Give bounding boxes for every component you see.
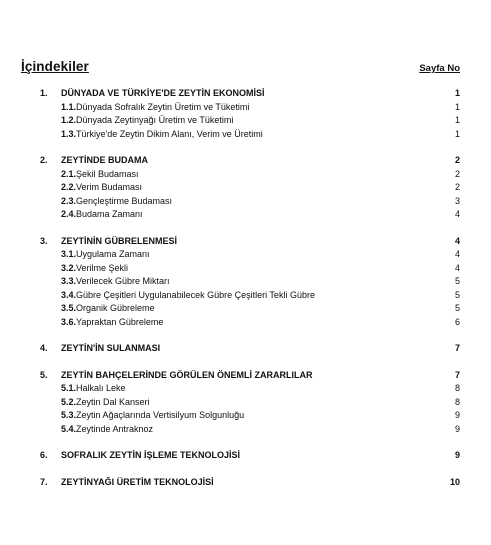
subsection-number: 2.1. (61, 168, 77, 179)
subsection-number: 1.3. (61, 128, 77, 139)
section-title: ZEYTİNDE BUDAMA (61, 155, 148, 165)
section-page-number: 4 (454, 235, 460, 246)
subsection-page-number: 4 (454, 249, 460, 259)
toc-section (0, 154, 491, 222)
subsection-number: 5.1. (61, 383, 77, 393)
subsection-number: 1.2. (61, 115, 77, 125)
subsection-page-number: 9 (454, 423, 460, 434)
subsection-title: Organik Gübreleme (76, 303, 155, 313)
toc-section-row (0, 235, 491, 249)
subsection-title: Verilme Şekli (76, 262, 129, 273)
subsection-title: Zeytin Dal Kanseri (76, 396, 150, 407)
toc-subsection-row (0, 262, 491, 276)
section-page-number: 10 (449, 476, 460, 487)
subsection-page-number: 8 (454, 383, 460, 393)
subsection-title: Dünyada Zeytinyağı Üretim ve Tüketimi (76, 115, 234, 125)
toc-subsection-row (0, 316, 491, 330)
toc-section-row (0, 476, 491, 490)
section-number: 4. (40, 343, 48, 353)
subsection-number: 2.3. (61, 195, 77, 206)
section-title: ZEYTİN BAHÇELERİNDE GÖRÜLEN ÖNEMLİ ZARARLILAR (61, 369, 313, 380)
toc-subsection-row (0, 168, 491, 182)
subsection-title: Dünyada Sofralık Zeytin Üretim ve Tüketimi (76, 101, 250, 112)
subsection-page-number: 5 (454, 289, 460, 300)
toc-section (0, 235, 491, 330)
subsection-number: 5.4. (61, 423, 77, 434)
section-page-number: 9 (454, 450, 460, 460)
toc-section-row (0, 342, 491, 356)
section-title: ZEYTİNİN GÜBRELENMESİ (61, 235, 178, 246)
subsection-title: Zeytinde Antraknoz (76, 423, 154, 434)
toc-subsection-row (0, 275, 491, 289)
subsection-page-number: 2 (454, 182, 460, 192)
toc-subsection-row (0, 208, 491, 222)
toc-section-row (0, 154, 491, 168)
section-page-number: 1 (454, 88, 460, 98)
subsection-title: Türkiye'de Zeytin Dikim Alanı, Verim ve Üretimi (76, 128, 263, 139)
subsection-page-number: 5 (454, 303, 460, 313)
subsection-page-number: 2 (454, 168, 460, 179)
toc-subsection-row (0, 248, 491, 262)
subsection-number: 1.1. (61, 101, 77, 112)
page-number-label: Sayfa No (419, 63, 460, 74)
toc-title: İçindekiler (21, 59, 89, 74)
subsection-title: Verilecek Gübre Miktarı (76, 276, 170, 286)
subsection-title: Budama Zamanı (76, 209, 143, 219)
toc-subsection-row (0, 128, 491, 142)
subsection-title: Halkalı Leke (76, 383, 126, 393)
toc-section-row (0, 87, 491, 101)
subsection-title: Zeytin Ağaçlarında Vertisilyum Solgunluğu (76, 410, 245, 420)
subsection-title: Yapraktan Gübreleme (76, 316, 164, 327)
subsection-number: 2.4. (61, 209, 77, 219)
subsection-page-number: 1 (454, 128, 460, 139)
toc-section (0, 87, 491, 141)
subsection-page-number: 9 (454, 410, 460, 420)
section-number: 2. (40, 155, 48, 165)
toc-section (0, 476, 491, 490)
subsection-page-number: 1 (454, 115, 460, 125)
toc-section (0, 342, 491, 356)
subsection-page-number: 4 (454, 262, 460, 273)
subsection-number: 3.5. (61, 303, 77, 313)
section-page-number: 7 (454, 343, 460, 353)
subsection-page-number: 4 (454, 209, 460, 219)
subsection-page-number: 5 (454, 276, 460, 286)
subsection-title: Verim Budaması (76, 182, 143, 192)
section-number: 3. (40, 235, 48, 246)
toc-section (0, 449, 491, 463)
toc-subsection-row (0, 302, 491, 316)
subsection-number: 3.6. (61, 316, 77, 327)
section-title: DÜNYADA VE TÜRKİYE'DE ZEYTİN EKONOMİSİ (61, 88, 265, 98)
section-page-number: 7 (454, 369, 460, 380)
toc-header (21, 59, 460, 74)
subsection-page-number: 6 (454, 316, 460, 327)
section-number: 1. (40, 88, 48, 98)
section-number: 5. (40, 369, 48, 380)
toc-subsection-row (0, 409, 491, 423)
toc-subsection-row (0, 114, 491, 128)
subsection-number: 3.3. (61, 276, 77, 286)
subsection-number: 5.2. (61, 396, 77, 407)
section-number: 7. (40, 476, 48, 487)
subsection-number: 5.3. (61, 410, 77, 420)
section-title: SOFRALIK ZEYTİN İŞLEME TEKNOLOJİSİ (61, 450, 241, 460)
toc-subsection-row (0, 195, 491, 209)
subsection-page-number: 8 (454, 396, 460, 407)
toc-subsection-row (0, 289, 491, 303)
toc-subsection-row (0, 423, 491, 437)
subsection-title: Uygulama Zamanı (76, 249, 150, 259)
subsection-page-number: 3 (454, 195, 460, 206)
subsection-number: 2.2. (61, 182, 77, 192)
toc-section-row (0, 449, 491, 463)
toc-section (0, 369, 491, 437)
toc-subsection-row (0, 181, 491, 195)
toc-subsection-row (0, 396, 491, 410)
subsection-number: 3.2. (61, 262, 77, 273)
section-title: ZEYTİN'İN SULANMASI (61, 343, 161, 353)
subsection-title: Gübre Çeşitleri Uygulanabilecek Gübre Çeşitleri Tekli Gübre (76, 289, 315, 300)
toc-list (0, 87, 491, 502)
subsection-number: 3.4. (61, 289, 77, 300)
subsection-title: Şekil Budaması (76, 168, 139, 179)
section-title: ZEYTİNYAĞI ÜRETİM TEKNOLOJİSİ (61, 476, 214, 487)
toc-section-row (0, 369, 491, 383)
subsection-title: Gençleştirme Budaması (76, 195, 173, 206)
toc-subsection-row (0, 382, 491, 396)
subsection-number: 3.1. (61, 249, 77, 259)
toc-subsection-row (0, 101, 491, 115)
subsection-page-number: 1 (454, 101, 460, 112)
section-page-number: 2 (454, 155, 460, 165)
section-number: 6. (40, 450, 48, 460)
